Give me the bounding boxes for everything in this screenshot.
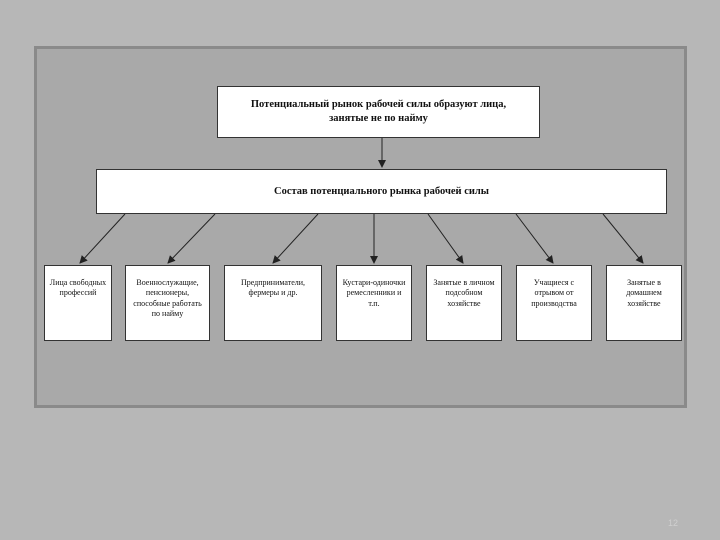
leaf-text-2: Военнослужащие, пенсионеры, способные работать по найму — [133, 278, 202, 319]
page-number: 12 — [668, 518, 679, 528]
leaf-box-2 — [125, 265, 210, 341]
mid-box-text: Состав потенциального рынка рабочей силы — [273, 186, 489, 197]
leaf-text-6: Учащиеся с отрывом от производства — [531, 278, 577, 308]
leaf-box-4 — [336, 265, 412, 341]
leaf-text-7: Занятые в домашнем хозяйстве — [626, 278, 662, 308]
top-box-text: Потенциальный рынок рабочей силы образуют лица, занятые не по найму — [250, 98, 507, 124]
leaf-box-3 — [224, 265, 322, 341]
mid-box — [96, 169, 667, 214]
leaf-text-4: Кустари-одиночки ремесленники и т.п. — [342, 278, 406, 308]
leaf-box-6 — [516, 265, 592, 341]
top-box — [217, 86, 540, 138]
leaf-text-3: Предприниматели, фермеры и др. — [240, 278, 306, 298]
leaf-text-5: Занятые в личном подсобном хозяйстве — [433, 278, 495, 308]
leaf-box-7 — [606, 265, 682, 341]
leaf-box-1 — [44, 265, 112, 341]
leaf-box-5 — [426, 265, 502, 341]
leaf-text-1: Лица свободных профессий — [49, 278, 107, 298]
